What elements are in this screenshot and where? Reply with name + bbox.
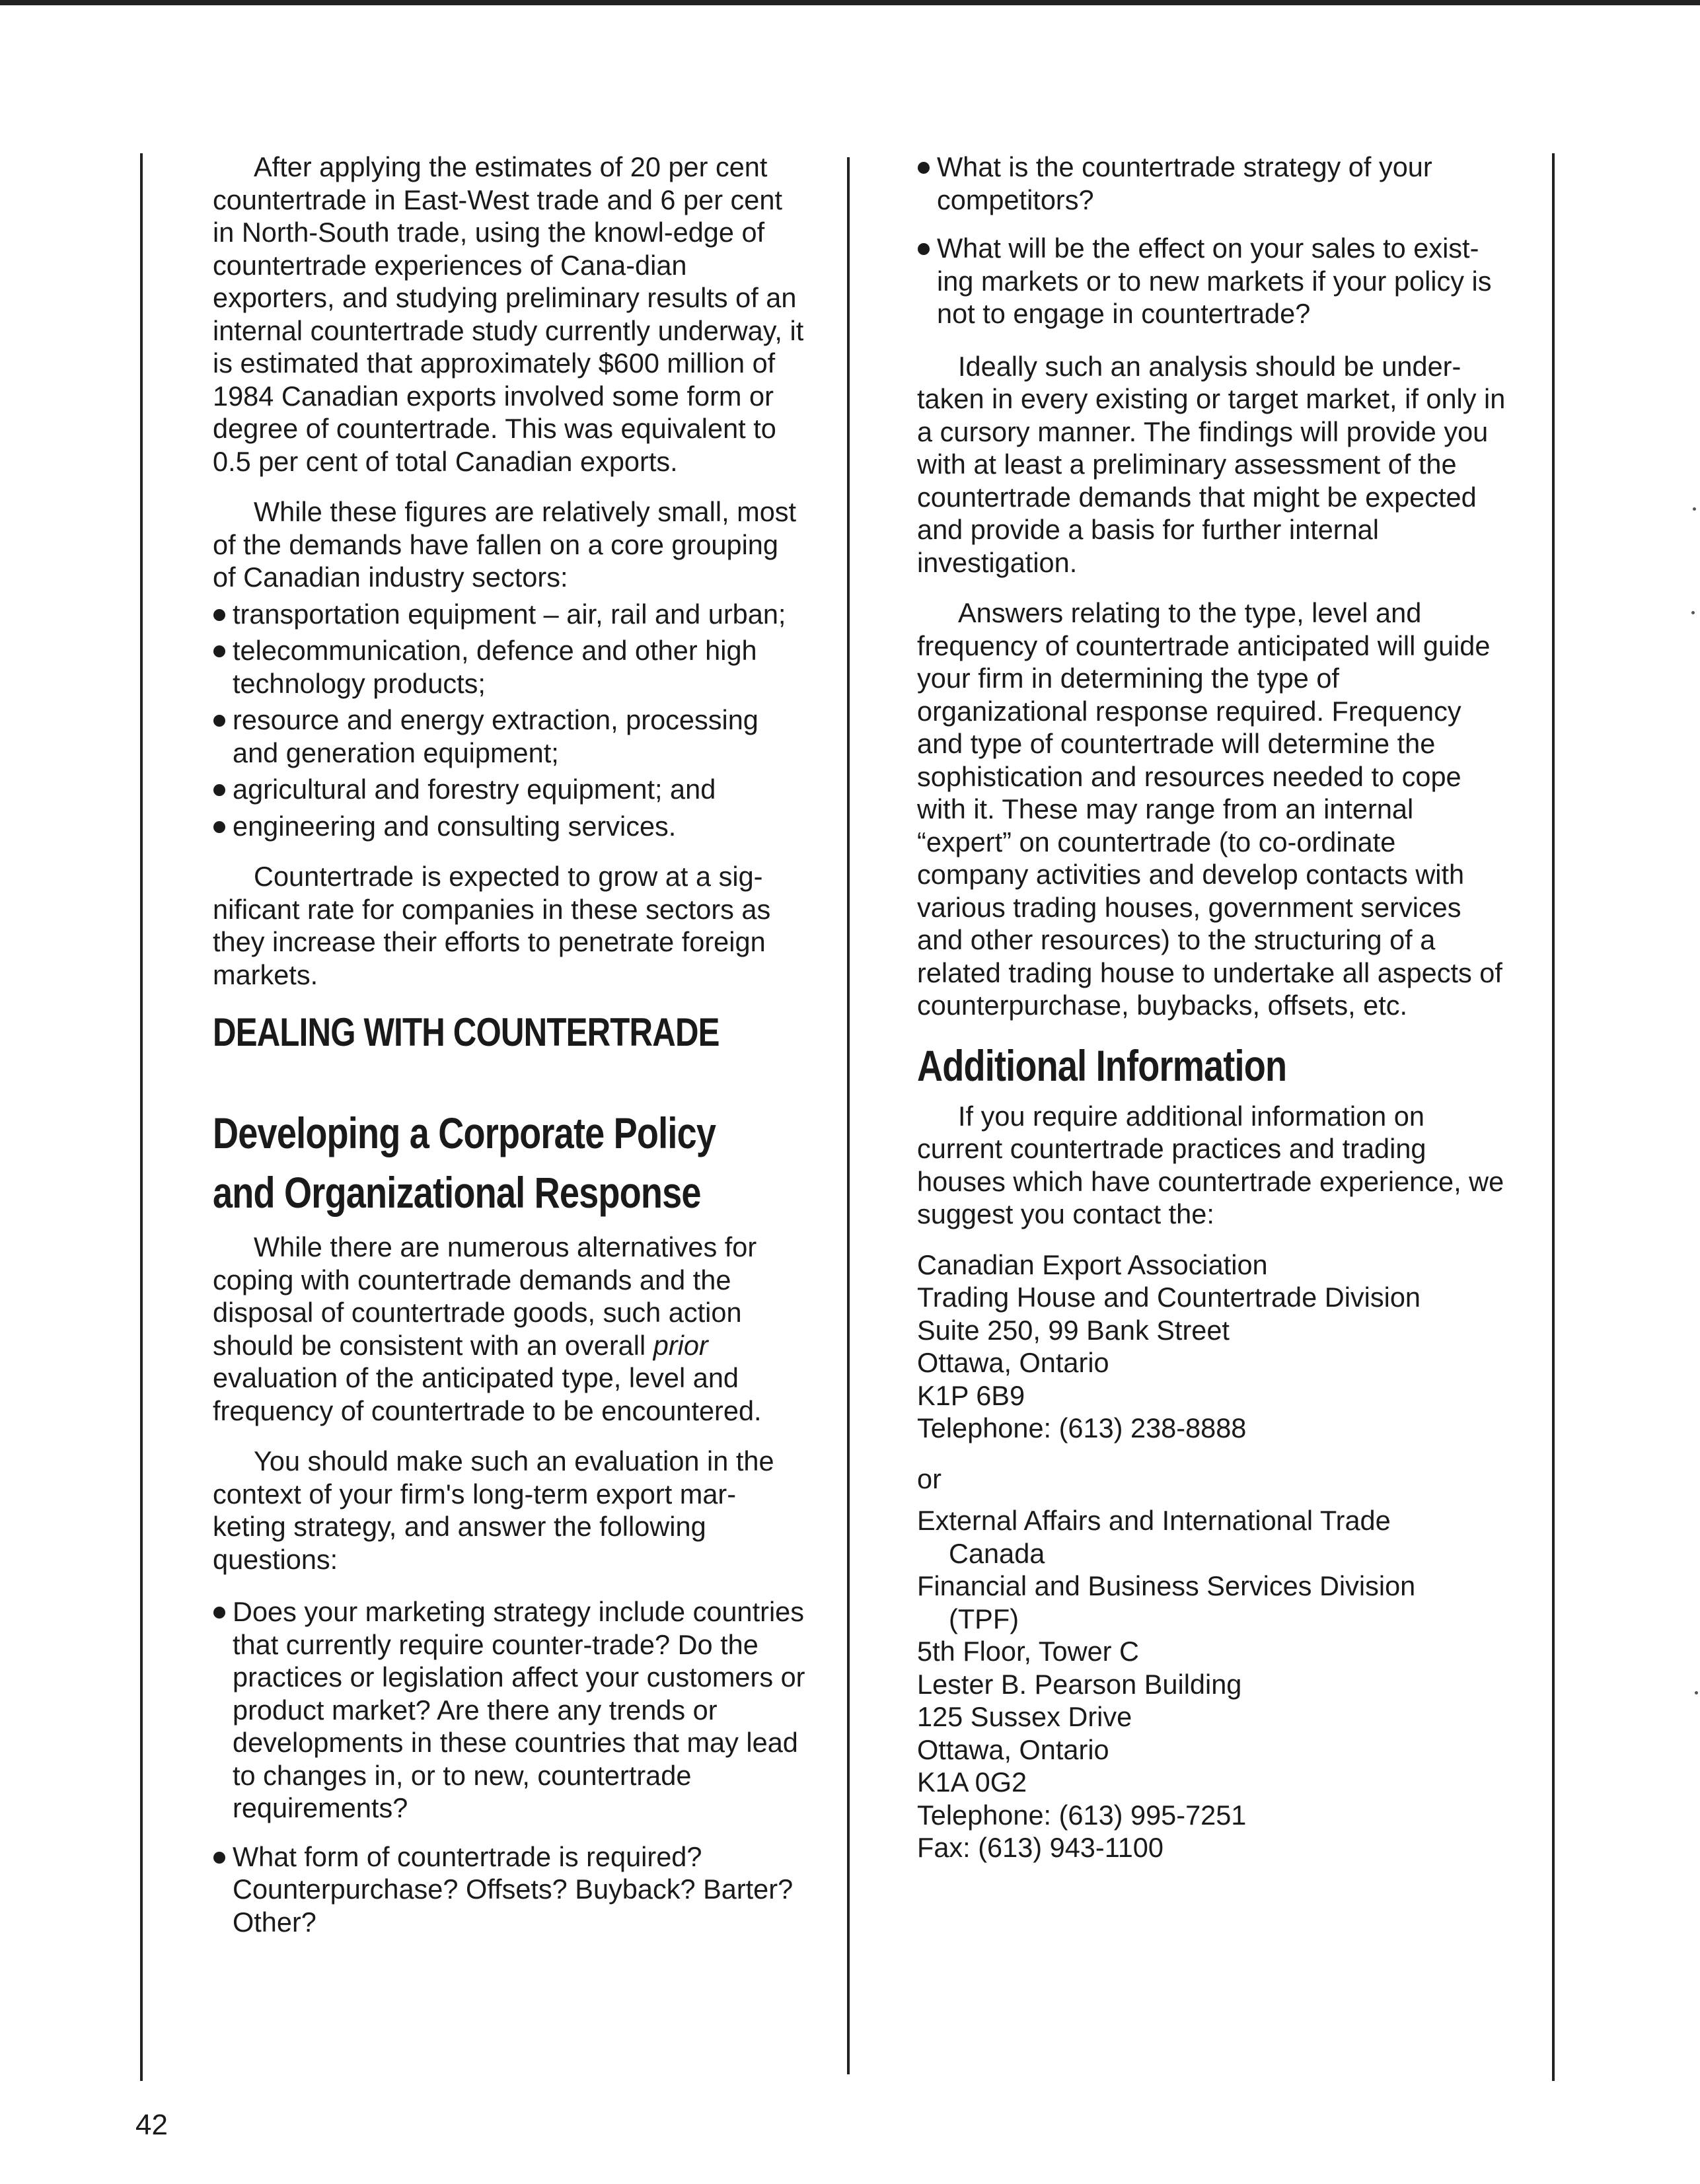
list-item: transportation equipment – air, rail and urban; [213,598,807,631]
column-rule-left [140,153,143,2081]
list-item: resource and energy extraction, processing and generation equipment; [213,704,807,769]
telephone-number: Telephone: (613) 238-8888 [917,1412,1247,1443]
scan-edge-top [0,0,1700,5]
paragraph-analysis: Ideally such an analysis should be under-taken in every existing or target market, if only in a cursory manner. The findings will provide you with at least a preliminary assessment of the countertrade demands that might be expected and provide a basis for further internal investigation. [917,350,1506,578]
address-external-affairs: External Affairs and International Trade Canada Financial and Business Services Division (TPF) 5th Floor, Tower C Lester B. Pearson Building 125 Sussex Drive Ottawa, Ontario K1A 0G2 Telephone: (613) 995-7251 Fax: (613) 943-1100 [917,1504,1512,1864]
bullet-icon [213,609,225,621]
scan-speck [1695,1691,1698,1694]
paragraph-contact-intro: If you require additional information on current countertrade practices and trading houses which have countertrade experience, we suggest you contact the: [917,1100,1504,1229]
bullet-icon [213,784,225,796]
telephone-number: Telephone: (613) 995-7251 [917,1799,1247,1831]
list-item: What form of countertrade is required? Counterpurchase? Offsets? Buyback? Barter? Other? [213,1840,807,1939]
additional-information-heading: Additional Information [917,1040,1287,1090]
paragraph-alternatives: While there are numerous alternatives for coping with countertrade demands and the disposal of countertrade goods, such action should be consistent with an overall prior evaluation of the anticipated type, level and frequency of countertrade to be encountered. [213,1231,762,1426]
list-item: engineering and consulting services. [213,810,807,843]
list-item: What will be the effect on your sales to exist-ing markets or to new markets if your policy is not to engage in countertrade? [917,232,1512,330]
list-item: agricultural and forestry equipment; and [213,773,807,806]
bullet-icon [213,645,225,657]
bullet-icon [213,1852,225,1864]
bullet-icon [918,162,930,174]
bullet-icon [918,243,930,255]
or-separator: or [917,1463,942,1494]
paragraph-organizational-response: Answers relating to the type, level and frequency of countertrade anticipated will guide your firm in determining the type of organizational response required. Frequency and type of countertrade will determine the sophistication and resources needed to cope with it. These may range from an internal “expert” on countertrade (to co-ordinate company activities and develop contacts with various trading houses, government services and other resources) to the structuring of a related trading house to undertake all aspects of counterpurchase, buybacks, offsets, etc. [917,597,1502,1021]
list-item: Does your marketing strategy include countries that currently require counter-trade? Do the practices or legislation affect your customers or product market? Are there any trends or developments in these countries that may lead to changes in, or to new, countertrade requirements? [213,1595,807,1825]
sector-list [213,598,807,843]
question-list-left [213,1595,807,1938]
column-rule-middle [847,157,850,2074]
fax-number: Fax: (613) 943-1100 [917,1832,1164,1863]
question-list-right [917,151,1512,330]
scan-speck [1691,611,1695,614]
paragraph-countertrade-estimate: After applying the estimates of 20 per cent countertrade in East-West trade and 6 per cent in North-South trade, using the knowl-edge of countertrade experiences of Cana-dian exporters, and studying preliminary results of an internal countertrade study currently underway, it is estimated that approximately $600 million of 1984 Canadian exports involved some form or degree of countertrade. This was equivalent to 0.5 per cent of total Canadian exports. [213,151,804,477]
page-number: 42 [135,2109,168,2141]
subsection-heading-line2: and Organizational Response [213,1168,701,1217]
column-rule-right [1552,153,1555,2081]
bullet-icon [213,1607,225,1619]
right-column [917,151,1512,1882]
emphasis-prior: prior [653,1329,708,1361]
bullet-icon [213,715,225,727]
list-item: What is the countertrade strategy of your competitors? [917,151,1512,216]
bullet-icon [213,821,225,833]
list-item: telecommunication, defence and other high technology products; [213,634,807,700]
section-heading: DEALING WITH COUNTERTRADE [213,1010,720,1054]
address-canadian-export-association: Canadian Export Association Trading House and Countertrade Division Suite 250, 99 Bank Street Ottawa, Ontario K1P 6B9 Telephone: (613) 238-8888 [917,1249,1512,1445]
paragraph-evaluation-context: You should make such an evaluation in the context of your firm's long-term export mar-keting strategy, and answer the following questions: [213,1445,774,1575]
subsection-heading-line1: Developing a Corporate Policy [213,1109,716,1157]
paragraph-growth-expectation: Countertrade is expected to grow at a sig-nificant rate for companies in these sectors as they increase their efforts to penetrate foreign markets. [213,861,771,990]
scan-speck [1693,507,1696,511]
left-column [213,151,807,1956]
paragraph-core-sectors-intro: While these figures are relatively small, most of the demands have fallen on a core grouping of Canadian industry sectors: [213,496,797,593]
